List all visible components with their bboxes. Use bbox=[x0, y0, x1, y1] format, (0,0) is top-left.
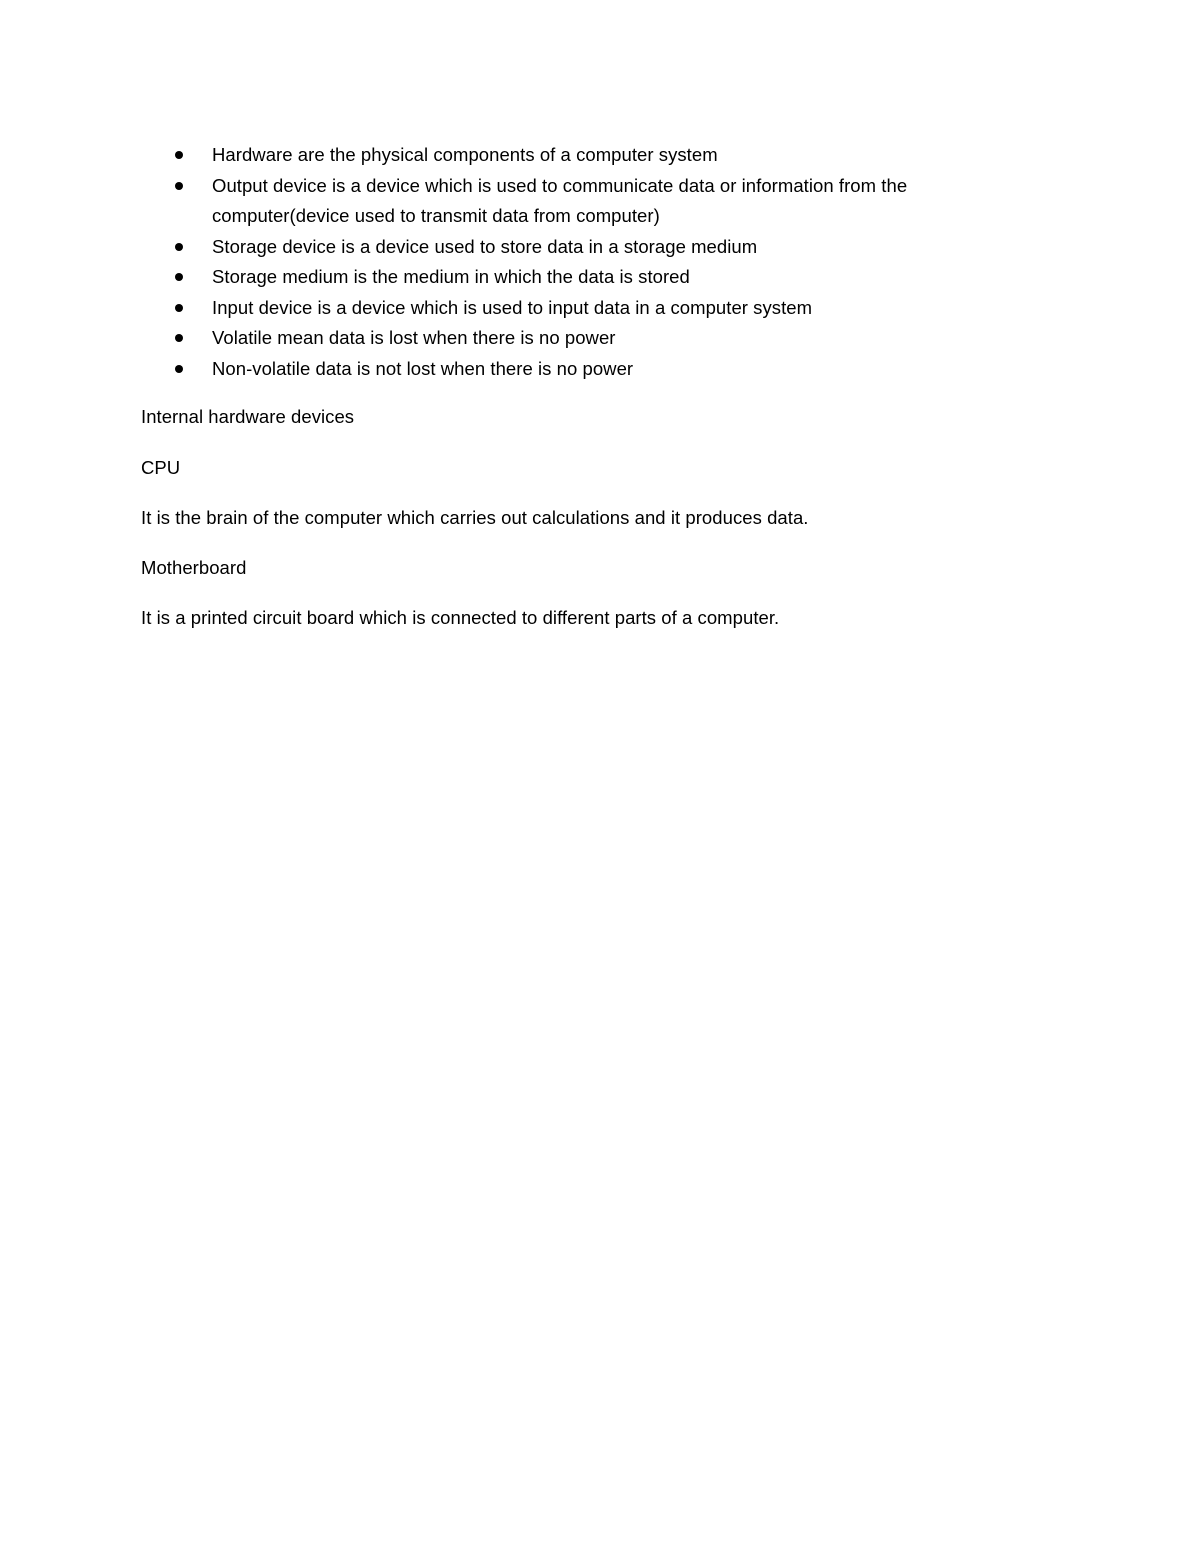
bullet-icon bbox=[175, 243, 183, 251]
cpu-description: It is the brain of the computer which carries out calculations and it produces data. bbox=[141, 507, 809, 528]
bullet-item-storage-medium bbox=[141, 262, 1001, 293]
section-heading: Internal hardware devices bbox=[141, 406, 355, 427]
bullet-icon bbox=[175, 182, 183, 190]
motherboard-heading: Motherboard bbox=[141, 557, 247, 578]
bullet-icon bbox=[175, 151, 183, 159]
bullet-icon bbox=[175, 365, 183, 373]
cpu-heading: CPU bbox=[141, 457, 181, 478]
bullet-text: Input device is a device which is used to input data in a computer system bbox=[212, 296, 813, 318]
bullet-item-storage-device bbox=[141, 232, 1001, 263]
bullet-item-input-device bbox=[141, 293, 1001, 324]
bullet-text: Storage device is a device used to store data in a storage medium bbox=[212, 235, 758, 257]
bullet-item-volatile bbox=[141, 323, 1001, 354]
bullet-icon bbox=[175, 273, 183, 281]
bullet-text: Volatile mean data is lost when there is no power bbox=[212, 327, 616, 348]
bullet-text: Hardware are the physical components of a computer system bbox=[212, 144, 718, 165]
bullet-item-output-device bbox=[141, 171, 1001, 232]
bullet-item-non-volatile bbox=[141, 354, 1001, 385]
bullet-item-hardware bbox=[141, 140, 1001, 171]
bullet-text: Storage medium is the medium in which the data is stored bbox=[212, 266, 690, 287]
bullet-text: Output device is a device which is used to communicate data or information from the computer(device used to transmit data from computer) bbox=[212, 174, 908, 226]
bullet-icon bbox=[175, 304, 183, 312]
motherboard-description: It is a printed circuit board which is connected to different parts of a computer. bbox=[141, 607, 780, 628]
bullet-icon bbox=[175, 334, 183, 342]
bullet-text: Non-volatile data is not lost when there is no power bbox=[212, 357, 634, 379]
definitions-bullet-list bbox=[141, 140, 1001, 384]
